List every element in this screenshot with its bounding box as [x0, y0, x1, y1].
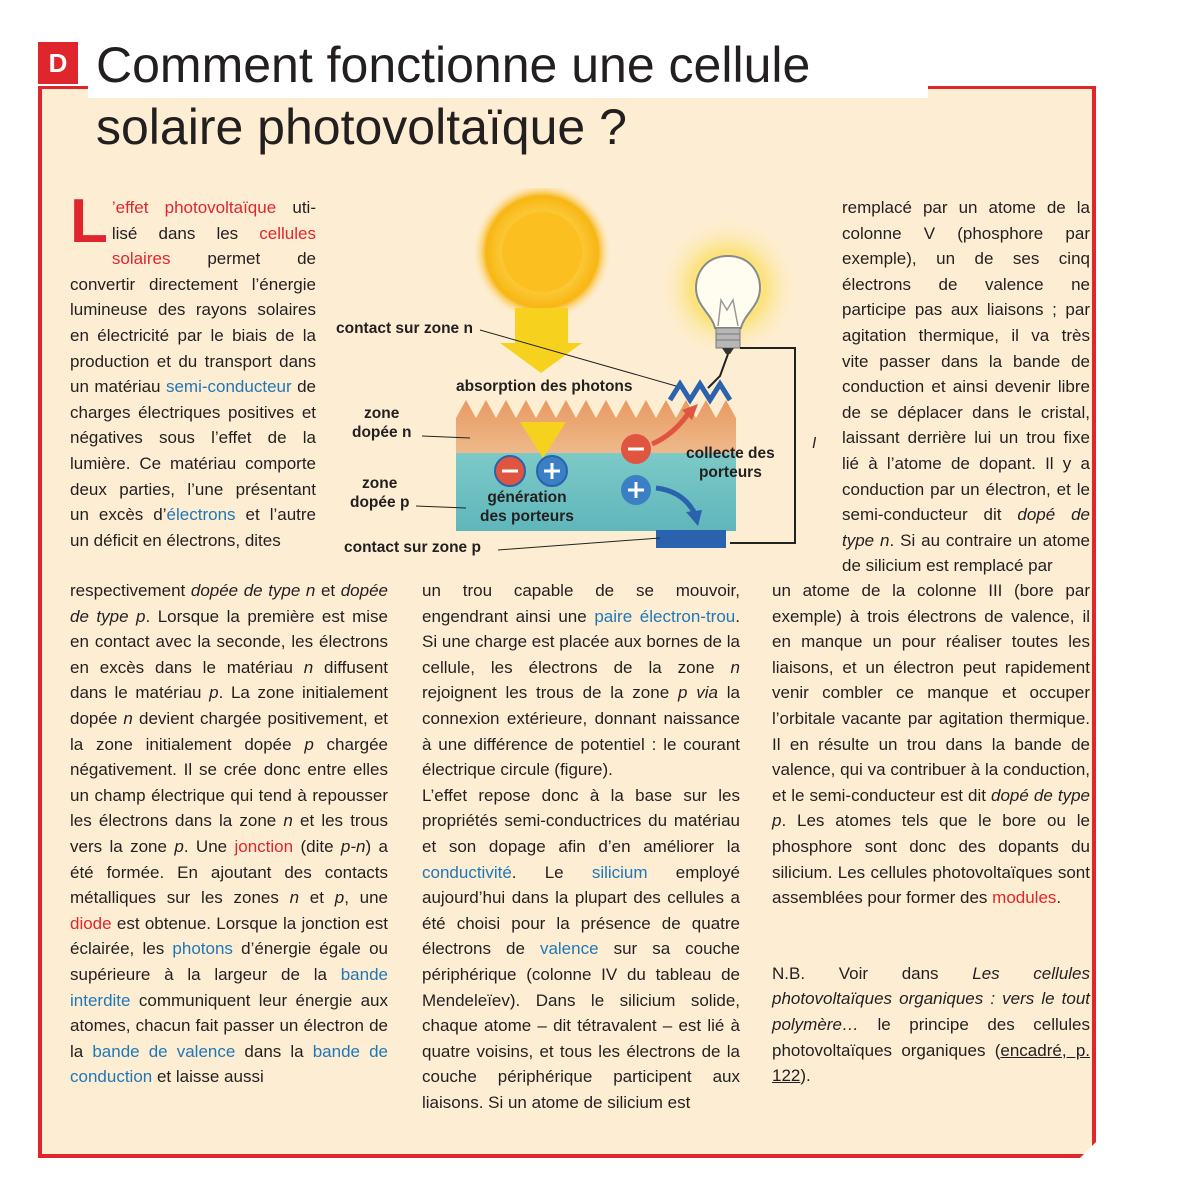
keyword-valence: valence: [539, 939, 599, 959]
hole-icon: [537, 456, 567, 486]
text-run: . Si au contraire un atome de silicium est remplacé par: [842, 530, 1090, 576]
italic-p: p: [209, 683, 219, 703]
nb-note: [772, 961, 1090, 1089]
text-run: et: [299, 888, 335, 908]
label-zone-n-line-1: zone: [364, 405, 400, 422]
text-run: chargée négativement. Il se crée donc entre elles un champ électrique qui tend à repousser les électrons dans la zone: [70, 734, 388, 831]
italic-p: p: [304, 734, 314, 754]
column-3-bottom: [772, 578, 1090, 1089]
column-3-top: [842, 195, 1090, 579]
text-run: rejoignent les trous de la zone: [422, 683, 678, 703]
label-zone-p-line-1: zone: [362, 475, 398, 492]
italic-p: p: [334, 888, 345, 908]
contact-n: [670, 384, 730, 400]
text-run: permet de convertir directement l’énergie lumineuse des rayons solaires en électricité par le biais de la production et du transport dans un matériau: [70, 249, 316, 397]
page-title: [96, 34, 1056, 158]
keyword-jonction: jonction: [234, 836, 294, 856]
keyword-semi-conducteur: semi-conducteur: [165, 377, 292, 397]
text-run: respectivement: [70, 581, 191, 600]
text-run: est obtenue. Lorsque la jonction est éclairée, les: [70, 913, 388, 959]
column-2: [422, 578, 740, 1115]
title-line-2: solaire photovoltaïque ?: [96, 99, 627, 155]
column-1-top: [70, 187, 317, 553]
italic-p-n: p-n: [340, 836, 366, 856]
term-dope-n: dopé de type n: [842, 505, 1090, 550]
label-generation-line-1: génération: [487, 489, 567, 506]
light-bulb-icon: [656, 216, 800, 360]
text-run: ).: [800, 1066, 811, 1086]
italic-n: n: [289, 888, 300, 908]
text-run: et l’autre un déficit en électrons, dites: [70, 505, 316, 550]
label-zone-p: [350, 474, 409, 512]
frame-right-border: [1092, 86, 1096, 1158]
title-line-1: Comment fonctionne une cellule: [96, 34, 814, 96]
leader-line: [498, 538, 660, 550]
label-contact-n: contact sur zone n: [336, 320, 473, 337]
italic-n: n: [303, 657, 314, 677]
drop-cap: L: [70, 187, 108, 256]
keyword-modules: modules: [992, 888, 1057, 908]
label-collecte-line-2: porteurs: [698, 464, 762, 481]
text-run: de charges électriques positives et négatives sous l’effet de la lumière. Ce matériau comporte deux parties, l’une présentant un excès d’: [70, 377, 317, 525]
text-run: dans la: [235, 1041, 313, 1061]
text-run: devient chargée positivement, et la zone initialement dopée: [70, 708, 388, 754]
term-dopee-p: dopée de type p: [70, 581, 388, 626]
keyword-paire-electron-trou: paire électron-trou: [594, 606, 736, 626]
text-run: . La zone initialement dopée: [70, 683, 388, 728]
keyword-photons: photons: [172, 939, 233, 959]
text-run: le principe des cellules photovoltaïques organiques (: [772, 1014, 1090, 1060]
keyword-cellules-solaires: cellules solaires: [111, 223, 316, 269]
text-run: un atome de la colonne III (bore par exemple) à trois électrons de valence, il en manque un pour réaliser toutes les liaisons, et un électron peut rapidement venir combler ce manque et occuper l’orbitale vacante par agitation thermique. Il en résulte un trou dans la bande de valence, qui va contribuer à la conduction, et le semi-conducteur est dit: [772, 581, 1090, 805]
electron-icon: [495, 456, 525, 486]
text-run: communiquent leur énergie aux atomes, chacun fait passer un électron de la: [70, 990, 388, 1061]
frame-corner-cut: [1076, 1140, 1098, 1162]
keyword-electrons: électrons: [166, 505, 236, 525]
text-run: diffusent dans le matériau: [70, 657, 388, 703]
text-run: . Si une charge est placée aux bornes de la cellule, les électrons de la zone: [422, 606, 740, 677]
section-badge: [38, 42, 78, 84]
keyword-bande-de-valence: bande de valence: [92, 1041, 236, 1061]
text-run: et les trous vers la zone: [70, 811, 388, 856]
text-run: . Lorsque la première est mise en contact avec la seconde, les électrons en excès dans le matériau: [70, 606, 388, 677]
solar-cell-diagram: [330, 188, 817, 568]
apostrophe: ’: [111, 198, 116, 217]
text-run: . Une: [183, 836, 235, 856]
label-collecte: [686, 444, 775, 482]
italic-p: p: [174, 836, 184, 856]
section-letter: D: [48, 47, 68, 78]
photon-beam-icon: [500, 308, 582, 373]
text-run: et: [315, 581, 341, 600]
label-absorption: absorption des photons: [456, 378, 633, 395]
text-run: (dite: [293, 836, 341, 856]
text-run: employé aujourd’hui dans la plupart des cellules a été choisi pour la présence de quatre électrons de: [422, 862, 740, 959]
label-generation-line-2: des porteurs: [480, 508, 574, 525]
keyword-diode: diode: [70, 913, 112, 933]
text-run: .: [1056, 888, 1062, 908]
column-1-bottom: [70, 578, 388, 1090]
reference-link[interactable]: encadré, p. 122: [772, 1040, 1091, 1086]
term-dopee-n: dopée de type n: [190, 581, 316, 600]
keyword-effet-photovoltaique: effet photovoltaïque: [115, 198, 277, 217]
label-zone-n-line-2: dopée n: [352, 424, 412, 441]
text-run: . Le: [511, 862, 592, 882]
text-run: d’énergie égale ou supérieure à la largeur de la: [70, 939, 389, 984]
label-contact-p: contact sur zone p: [344, 539, 481, 556]
italic-n: n: [730, 657, 740, 677]
hole-icon: [621, 475, 651, 505]
reference-title: Les cellules photovoltaïques organiques : vers le tout polymère…: [772, 963, 1091, 1034]
text-run: ) a été formée. En ajoutant des contacts métalliques sur les zones: [70, 836, 388, 908]
text-run: N.B. Voir dans: [772, 963, 973, 983]
term-dope-p: dopé de type p: [772, 785, 1090, 831]
keyword-bande-interdite: bande interdite: [70, 964, 388, 1010]
text-run: et laisse aussi: [152, 1067, 264, 1087]
sun-icon: [472, 188, 612, 322]
electron-icon: [621, 434, 651, 464]
label-generation: [480, 488, 574, 526]
label-zone-p-line-2: dopée p: [350, 494, 410, 511]
text-run: L’effet repose donc à la base sur les propriétés semi-conductrices du matériau et son dopage afin d’en améliorer la: [422, 785, 740, 856]
text-run: uti-lisé dans les: [111, 198, 316, 243]
text-run: sur sa couche périphérique (colonne IV du tableau de Mendeleïev). Dans le silicium solide, chaque atome – dit tétravalent – est lié à quatre voisins, et tous les électrons de la couche périphérique participent aux liaisons. Si un atome de silicium est: [422, 939, 740, 1112]
text-run: la connexion extérieure, donnant naissance à une différence de potentiel : le courant électrique circule (figure).: [422, 683, 740, 780]
label-zone-n: [352, 404, 411, 442]
label-collecte-line-1: collecte des: [686, 445, 775, 462]
keyword-conductivite: conductivité: [422, 862, 512, 882]
label-current: I: [812, 435, 817, 452]
text-run: un trou capable de se mouvoir, engendrant ainsi une: [422, 581, 740, 626]
text-run: remplacé par un atome de la colonne V (phosphore par exemple), un de ses cinq électrons de valence ne participe pas aux liaisons ; par agitation thermique, il va très vite passer dans la bande de conduction et ainsi devenir libre de se déplacer dans le cristal, laissant derrière lui un trou fixe lié à l’atome de dopant. Il y a conduction par un électron, et le semi-conducteur dit: [842, 198, 1090, 525]
text-run: , une: [344, 888, 389, 908]
keyword-bande-de-conduction: bande de conduction: [70, 1041, 388, 1087]
contact-p: [656, 530, 726, 548]
keyword-silicium: silicium: [591, 862, 648, 882]
text-run: . Les atomes tels que le bore ou le phosphore sont donc des dopants du silicium. Les cellules photovoltaïques sont assemblées pour former des: [772, 811, 1090, 908]
italic-p-via: p via: [677, 683, 718, 703]
italic-n: n: [283, 811, 293, 831]
italic-n: n: [123, 708, 133, 728]
